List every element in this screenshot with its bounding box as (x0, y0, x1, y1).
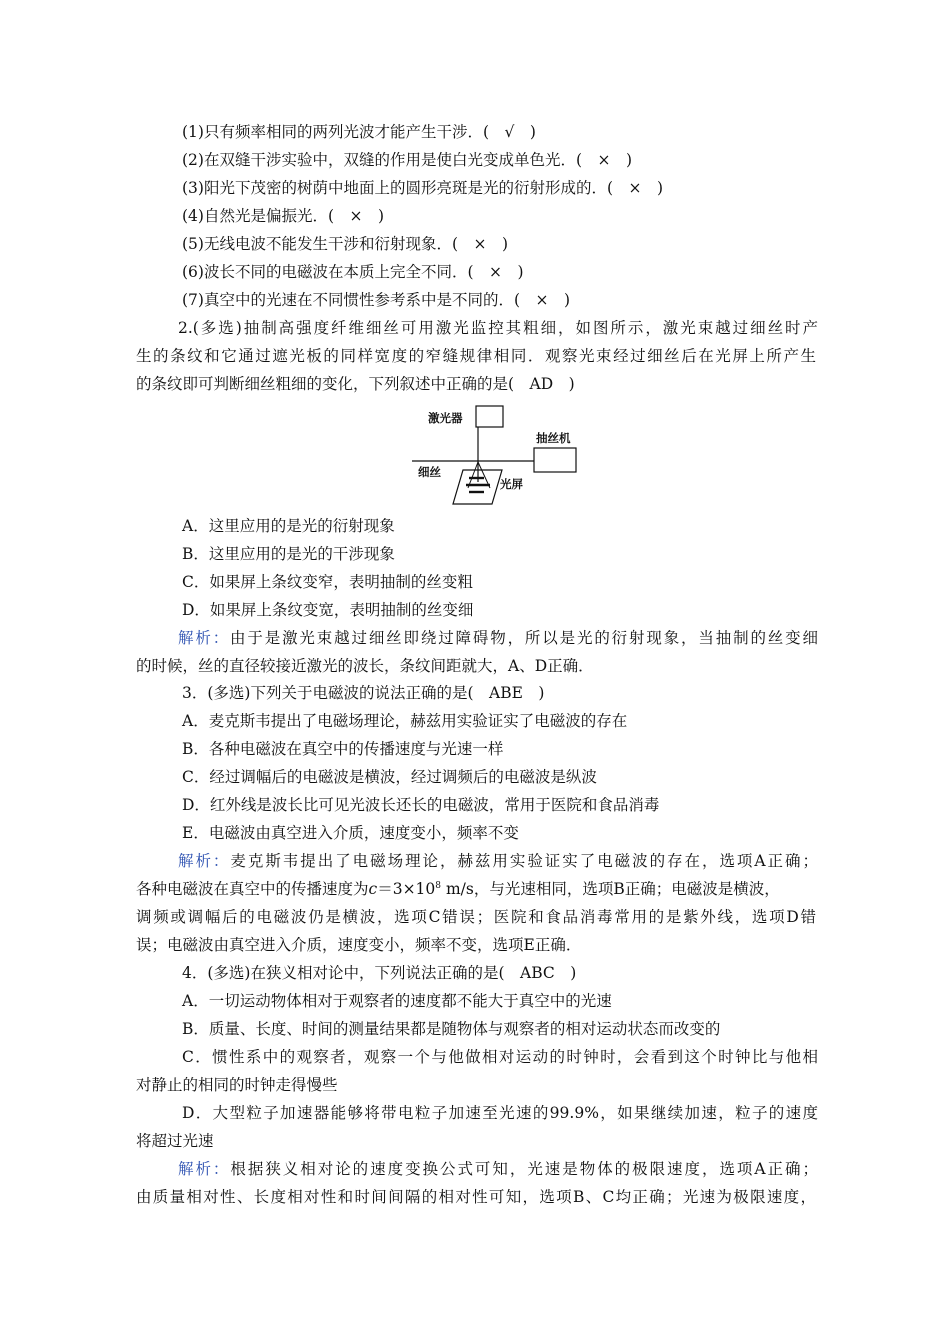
question-3-option-e: E．电磁波由真空进入介质，速度变小，频率不变 (182, 824, 519, 842)
analysis-label: 解析： (178, 1160, 231, 1178)
question-4-option-d-line-1: D．大型粒子加速器能够将带电粒子加速至光速的99.9%，如果继续加速，粒子的速度 (182, 1104, 818, 1122)
question-4-analysis-line-2: 由质量相对性、长度相对性和时间间隔的相对性可知，选项B、C均正确；光速为极限速度， (136, 1188, 816, 1206)
analysis-text: 各种电磁波在真空中的传播速度为 (136, 880, 369, 898)
question-2-option-a: A．这里应用的是光的衍射现象 (182, 517, 395, 535)
question-4-option-c-line-1: C．惯性系中的观察者，观察一个与他做相对运动的时钟时，会看到这个时钟比与他相 (182, 1048, 818, 1066)
analysis-label: 解析： (178, 629, 231, 647)
question-2-option-d: D．如果屏上条纹变宽，表明抽制的丝变细 (182, 601, 474, 619)
speed-exponent: 8 (435, 881, 442, 891)
wire-drawer-box (534, 448, 576, 472)
question-3-analysis-line-2 (136, 879, 816, 899)
question-2-stem-line-3: 的条纹即可判断细丝粗细的变化，下列叙述中正确的是( AD ) (136, 375, 575, 393)
judgement-item-3: (3)阳光下茂密的树荫中地面上的圆形亮斑是光的衍射形成的．( × ) (182, 179, 664, 197)
question-4-stem: 4．(多选)在狭义相对论中，下列说法正确的是( ABC ) (182, 964, 577, 982)
judgement-item-4: (4)自然光是偏振光．( × ) (182, 207, 385, 225)
wire-drawer-label: 抽丝机 (536, 431, 571, 445)
speed-variable: c (368, 880, 378, 898)
question-2-analysis-line-2: 的时候，丝的直径较接近激光的波长，条纹间距就大，A、D正确． (136, 657, 594, 675)
screen-label: 光屏 (500, 477, 523, 491)
question-2-option-b: B．这里应用的是光的干涉现象 (182, 545, 395, 563)
question-3-stem: 3．(多选)下列关于电磁波的说法正确的是( ABE ) (182, 684, 545, 702)
analysis-text: m/s，与光速相同，选项B正确；电磁波是横波， (441, 880, 780, 898)
wire-label: 细丝 (418, 465, 441, 479)
analysis-label: 解析： (178, 852, 231, 870)
judgement-item-5: (5)无线电波不能发生干涉和衍射现象．( × ) (182, 235, 509, 253)
judgement-item-6: (6)波长不同的电磁波在本质上完全不同．( × ) (182, 263, 524, 281)
question-3-analysis-line-3: 调频或调幅后的电磁波仍是横波，选项C错误；医院和食品消毒常用的是紫外线，选项D错 (136, 908, 816, 926)
question-2-analysis-line-1 (178, 628, 818, 648)
question-3-option-b: B．各种电磁波在真空中的传播速度与光速一样 (182, 740, 504, 758)
judgement-item-2: (2)在双缝干涉实验中，双缝的作用是使白光变成单色光．( × ) (182, 151, 633, 169)
question-4-option-a: A．一切运动物体相对于观察者的速度都不能大于真空中的光速 (182, 992, 612, 1010)
question-2-option-c: C．如果屏上条纹变窄，表明抽制的丝变粗 (182, 573, 473, 591)
laser-label: 激光器 (428, 411, 463, 425)
question-3-option-a: A．麦克斯韦提出了电磁场理论，赫兹用实验证实了电磁波的存在 (182, 712, 628, 730)
judgement-item-1: (1)只有频率相同的两列光波才能产生干涉．( √ ) (182, 123, 536, 141)
analysis-text: 根据狭义相对论的速度变换公式可知，光速是物体的极限速度，选项A正确； (230, 1160, 818, 1178)
question-3-analysis-line-4: 误；电磁波由真空进入介质，速度变小，频率不变，选项E正确． (136, 936, 582, 954)
laser-box (476, 406, 503, 427)
question-4-option-c-line-2: 对静止的相同的时钟走得慢些 (136, 1076, 338, 1094)
speed-value: ＝3×10 (377, 880, 436, 898)
judgement-item-7: (7)真空中的光速在不同惯性参考系中是不同的．( × ) (182, 291, 571, 309)
question-3-option-d: D．红外线是波长比可见光波长还长的电磁波，常用于医院和食品消毒 (182, 796, 660, 814)
question-4-option-b: B．质量、长度、时间的测量结果都是随物体与观察者的相对运动状态而改变的 (182, 1020, 721, 1038)
question-3-analysis-line-1 (178, 851, 818, 871)
analysis-text: 由于是激光束越过细丝即绕过障碍物，所以是光的衍射现象，当抽制的丝变细 (230, 629, 818, 647)
question-4-option-d-line-2: 将超过光速 (136, 1132, 214, 1150)
question-2-stem-line-2: 生的条纹和它通过遮光板的同样宽度的窄缝规律相同．观察光束经过细丝后在光屏上所产生 (136, 347, 816, 365)
question-4-analysis-line-1 (178, 1159, 818, 1179)
analysis-text: 麦克斯韦提出了电磁场理论，赫兹用实验证实了电磁波的存在，选项A正确； (230, 852, 818, 870)
question-3-option-c: C．经过调幅后的电磁波是横波，经过调频后的电磁波是纵波 (182, 768, 597, 786)
question-2-stem-line-1: 2.(多选)抽制高强度纤维细丝可用激光监控其粗细，如图所示，激光束越过细丝时产 (178, 319, 818, 337)
laser-wire-figure (410, 398, 590, 510)
